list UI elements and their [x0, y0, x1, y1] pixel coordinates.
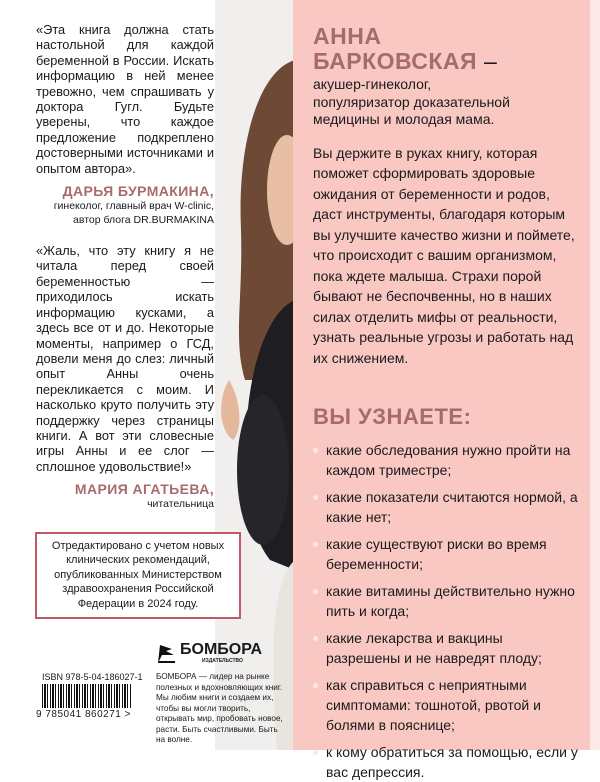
list-item: какие существуют риски во время беременности; — [313, 534, 580, 574]
book-description: Вы держите в руках книгу, которая поможет сформировать здоровые ожидания от беременности и родов, даст инструменты, благодаря которым вы улучшите качество жизни и поймете, что происходит с вашим организмом, пока ждете малыша. Страхи порой бывают не беспочвенны, но в наших силах отделить мифы от реальности, узнать реальные угрозы и работать над их снижением. — [313, 144, 575, 366]
barcode-number: 9 785041 860271 > — [36, 709, 131, 720]
quote-2-author: МАРИЯ АГАТЬЕВА, — [74, 481, 214, 498]
isbn: ISBN 978-5-04-186027-1 — [42, 672, 143, 682]
list-item: какие обследования нужно пройти на каждом триместре; — [313, 440, 580, 480]
list-item: какие лекарства и вакцины разрешены и не навредят плоду; — [313, 628, 580, 668]
quote-1-role: гинеколог, главный врач W-clinic, — [53, 200, 214, 213]
author-dash: – — [477, 48, 498, 74]
publisher-logo-subtitle: ИЗДАТЕЛЬСТВО — [202, 658, 243, 664]
learn-heading: ВЫ УЗНАЕТЕ: — [313, 404, 472, 429]
publisher-about: БОМБОРА — лидер на рынке полезных и вдохновляющих книг. Мы любим книги и создаем их, чтобы вы могли творить, открывать мир, пробовать новое, расти. Быть счастливыми. Быть на волне. — [156, 672, 283, 744]
publisher-block — [0, 640, 295, 750]
author-last-name: БАРКОВСКАЯ — [313, 48, 478, 74]
publisher-logo-text: БОМБОРА — [180, 641, 263, 658]
quote-1-role-2: автор блога DR.BURMAKINA — [73, 213, 214, 226]
info-panel — [293, 0, 590, 780]
list-item: как справиться с неприятными симптомами: тошнотой, рвотой и болями в пояснице; — [313, 675, 580, 735]
barcode — [42, 684, 132, 708]
spine-edge — [590, 0, 600, 750]
list-item: к кому обратиться за помощью, если у вас депрессия. — [313, 742, 580, 782]
quote-2-signature — [36, 480, 214, 512]
author-first-name: АННА — [313, 23, 382, 49]
list-item: какие показатели считаются нормой, а какие нет; — [313, 487, 580, 527]
quote-1: «Эта книга должна стать настольной для каждой беременной в России. Искать информацию в ней менее тревожно, чем спрашивать у доктора Гугл. Будьте уверены, что каждое предложение подкреплено достоверными источниками и опытом автора». — [36, 22, 214, 176]
list-item: какие витамины действительно нужно пить и когда; — [313, 581, 580, 621]
publisher-logo-icon — [158, 643, 176, 663]
quote-2: «Жаль, что эту книгу я не читала перед своей беременностью — приходилось искать информацию кусками, а здесь все от и до. Некоторые моменты, например о ГСД, довели меня до слез: личный опыт Анны очень перекликается с моим. И насколько круто получить эту поддержку через страницы книги. А вот эти словесные игры Анны и ее слог — сплошное удовольствие!» — [36, 243, 214, 474]
publisher-logo — [158, 642, 262, 664]
learn-list — [313, 440, 580, 782]
edition-notice: Отредактировано с учетом новых клинических рекомендаций, опубликованных Министерством здравоохранения Российской Федерации в 2024 году. — [35, 532, 241, 620]
quote-2-role: читательница — [147, 498, 214, 511]
author-bio: акушер-гинеколог, популяризатор доказательной медицины и молодая мама. — [313, 76, 510, 127]
quote-1-signature — [36, 182, 214, 227]
author-name — [313, 24, 580, 74]
cover-photo — [215, 0, 295, 750]
quote-1-author: ДАРЬЯ БУРМАКИНА, — [62, 183, 214, 200]
